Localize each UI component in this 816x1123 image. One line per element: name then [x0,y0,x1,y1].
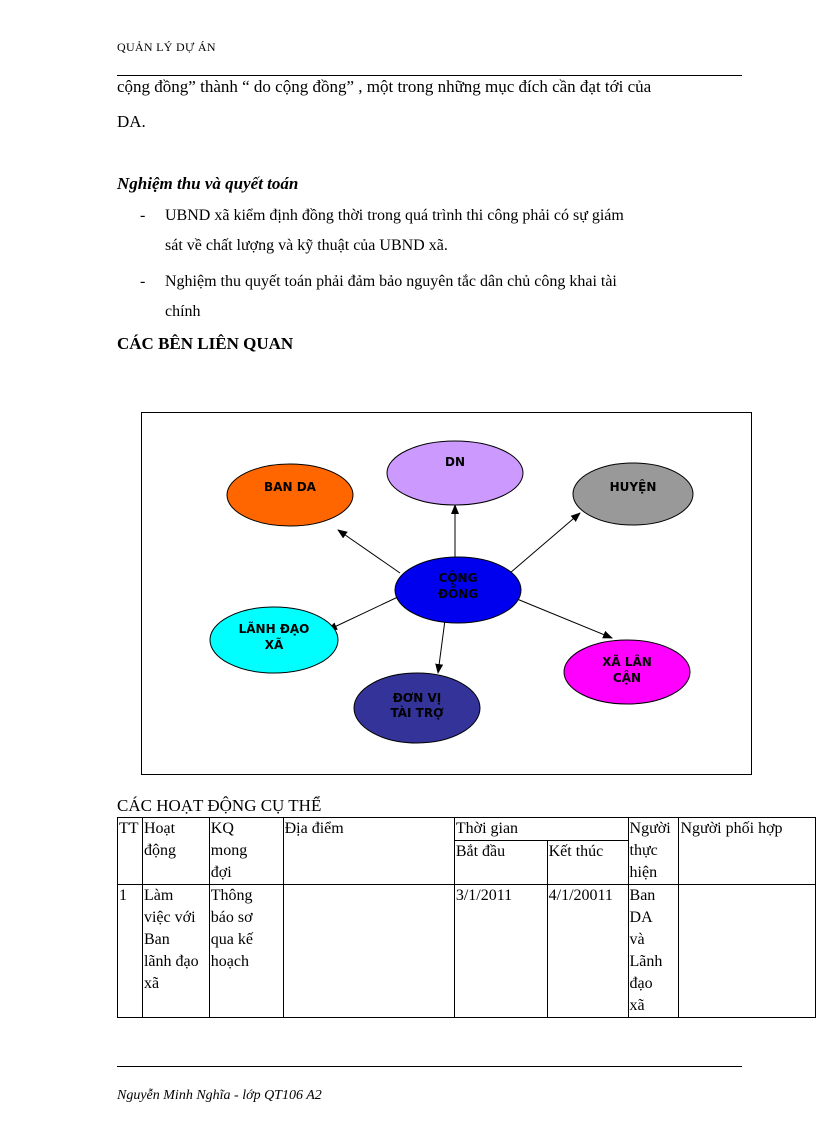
bullet-text-line: chính [165,303,201,320]
cell-tt: 1 [118,885,143,1018]
svg-text:XÃ: XÃ [264,638,284,652]
cell-nguoi-phoi-hop [679,885,816,1018]
section-heading-stakeholders: CÁC BÊN LIÊN QUAN [117,334,294,353]
intro-line-2: DA. [117,112,146,131]
header-thoi-gian: Thời gian [454,818,628,841]
svg-text:BAN DA: BAN DA [264,480,316,494]
node-xa-lan-can [564,640,690,704]
footer-author: Nguyễn Minh Nghĩa - lớp QT106 A2 [117,1088,322,1103]
arrow-to-xa-lan-can [517,599,612,638]
cell-bat-dau: 3/1/2011 [454,885,547,1018]
bullet-text-line: Nghiệm thu quyết toán phải đảm bảo nguyên tắc dân chủ công khai tài [165,273,617,290]
activities-table [117,817,816,1018]
node-dn [387,441,523,505]
header-kq-mong-doi: KQ mong đợi [209,818,283,885]
header-nguoi-phoi-hop: Người phối hợp [679,818,816,885]
arrow-to-ban-da [338,530,400,573]
bullet-text-line: sát về chất lượng và kỹ thuật của UBND xã. [165,237,448,254]
intro-line-1: cộng đồng” thành “ do cộng đồng” , một trong những mục đích cần đạt tới của [117,77,652,96]
activities-title: CÁC HOẠT ĐỘNG CỤ THỂ [117,796,322,815]
cell-ket-thuc: 4/1/20011 [547,885,628,1018]
node-cong-dong [395,557,521,623]
header-tt: TT [118,818,143,885]
cell-nguoi-thuc-hien: Ban DA và Lãnh đạo xã [628,885,679,1018]
arrow-to-huyen [510,513,580,573]
arrow-to-lanh-dao-xa [328,596,400,630]
table-row [118,885,816,1018]
svg-text:TÀI TRỢ: TÀI TRỢ [390,706,444,720]
header-bat-dau: Bắt đầu [454,841,547,885]
node-huyen [573,463,693,525]
header-dia-diem: Địa điểm [283,818,454,885]
cell-dia-diem [283,885,454,1018]
svg-text:ĐƠN VỊ: ĐƠN VỊ [392,691,442,705]
bullet-item [140,267,740,327]
svg-text:ĐỒNG: ĐỒNG [437,587,479,601]
bullet-item [140,201,740,261]
svg-text:CỘNG: CỘNG [438,571,478,585]
stakeholder-diagram [141,412,752,775]
bullet-dash: - [140,273,146,290]
header-nguoi-thuc-hien: Người thực hiện [628,818,679,885]
cell-kq-mong-doi: Thông báo sơ qua kế hoạch [209,885,283,1018]
bullet-dash: - [140,207,146,224]
stakeholder-diagram-svg [142,413,751,774]
svg-text:HUYỆN: HUYỆN [609,480,657,494]
cell-hoat-dong: Làm việc với Ban lãnh đạo xã [142,885,209,1018]
footer-rule [117,1066,742,1067]
svg-text:XÃ LÂN: XÃ LÂN [602,655,652,669]
table-header-row [118,818,816,841]
running-header: QUẢN LÝ DỰ ÁN [117,40,216,54]
svg-text:DN: DN [444,455,466,469]
svg-text:CẬN: CẬN [612,671,642,685]
section-heading-acceptance: Nghiệm thu và quyết toán [117,174,299,193]
arrow-to-don-vi-tai-tro [438,620,445,673]
node-don-vi-tai-tro [354,673,480,743]
header-ket-thuc: Kết thúc [547,841,628,885]
header-hoat-dong: Hoạt động [142,818,209,885]
bullet-text-line: UBND xã kiểm định đồng thời trong quá trình thi công phải có sự giám [165,207,624,224]
node-ban-da [227,464,353,526]
svg-text:LÃNH ĐẠO: LÃNH ĐẠO [238,622,310,636]
node-lanh-dao-xa [210,607,338,673]
